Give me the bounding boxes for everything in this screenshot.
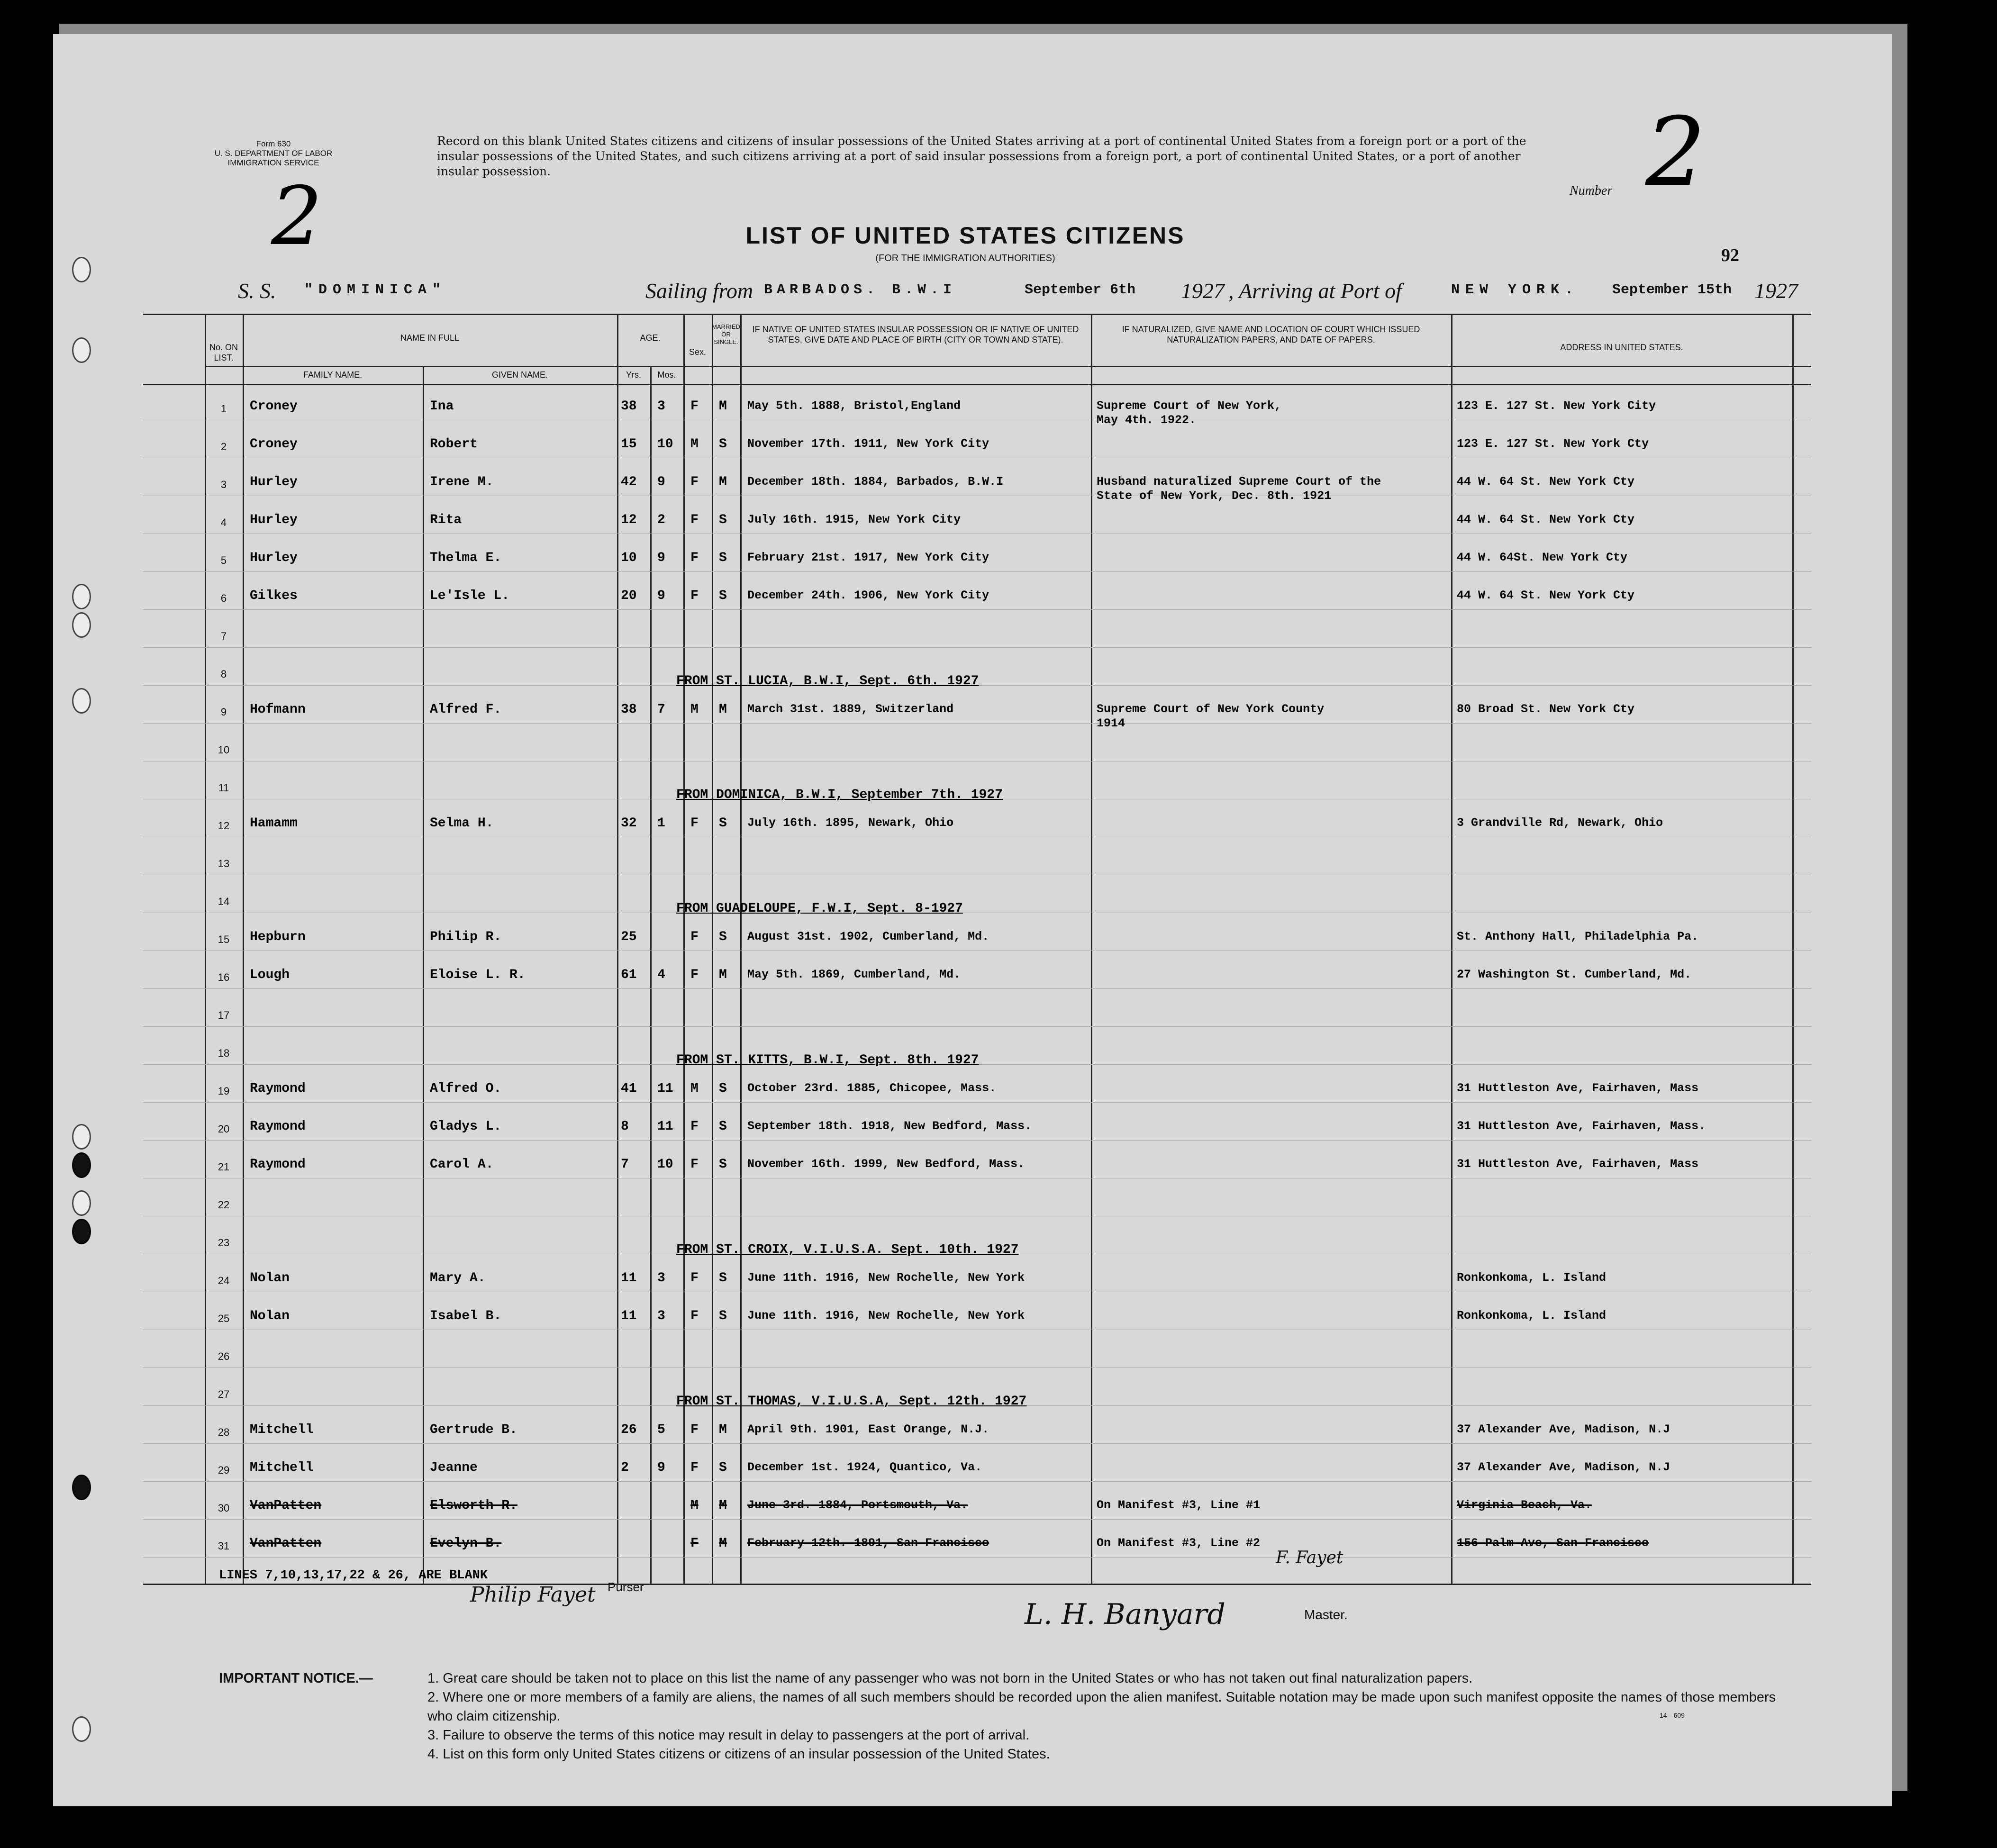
row-number: 16 <box>218 971 230 983</box>
family-name-cell: Gilkes <box>250 589 298 603</box>
address-cell: 44 W. 64 St. New York Cty <box>1457 513 1635 526</box>
row-rule <box>143 1102 1811 1103</box>
age-months-cell: 7 <box>657 702 665 717</box>
sex-cell: M <box>690 1081 699 1096</box>
birth-cell: December 1st. 1924, Quantico, Va. <box>747 1460 982 1474</box>
age-months-cell: 11 <box>657 1119 673 1134</box>
age-months-cell: 3 <box>657 1271 665 1286</box>
family-name-cell: VanPatten <box>250 1536 322 1551</box>
address-cell: 37 Alexander Ave, Madison, N.J <box>1457 1422 1670 1436</box>
naturalization-cell: Supreme Court of New York, <box>1097 399 1282 413</box>
age-years-cell: 41 <box>621 1081 637 1096</box>
header-birth: IF NATIVE OF UNITED STATES INSULAR POSSESSION OR IF NATIVE OF UNITED STATES, GIVE DATE AND PLACE OF BIRTH (CITY OR TOWN AND STATE). <box>752 325 1079 344</box>
given-name-cell: Rita <box>430 513 462 527</box>
family-name-cell: Hurley <box>250 475 298 489</box>
column-rule <box>243 314 244 1584</box>
age-months-cell: 9 <box>657 1460 665 1475</box>
address-cell: 27 Washington St. Cumberland, Md. <box>1457 968 1692 981</box>
birth-cell: June 11th. 1916, New Rochelle, New York <box>747 1309 1025 1323</box>
sex-cell: F <box>690 930 699 944</box>
row-rule <box>143 647 1811 648</box>
sex-cell: F <box>690 1309 699 1323</box>
marital-status-cell: S <box>719 1119 727 1134</box>
row-rule <box>143 609 1811 610</box>
age-years-cell: 15 <box>621 437 637 452</box>
row-number: 28 <box>218 1426 230 1438</box>
sex-cell: F <box>690 1536 699 1551</box>
binder-holes <box>72 34 110 1806</box>
family-name-cell: Hurley <box>250 551 298 565</box>
header-no: No. ON LIST. <box>209 343 238 362</box>
table-rule <box>143 384 1811 385</box>
address-cell: 37 Alexander Ave, Madison, N.J <box>1457 1460 1670 1474</box>
column-rule <box>1792 314 1794 1584</box>
age-months-cell: 11 <box>657 1081 673 1096</box>
row-number: 1 <box>220 403 227 415</box>
page-subtitle: (FOR THE IMMIGRATION AUTHORITIES) <box>875 253 1055 263</box>
form-identifier <box>195 139 352 168</box>
address-cell: 31 Huttleston Ave, Fairhaven, Mass. <box>1457 1119 1706 1133</box>
header-address: ADDRESS IN UNITED STATES. <box>1560 343 1683 352</box>
address-cell: Virginia Beach, Va. <box>1457 1498 1592 1512</box>
sex-cell: F <box>690 551 699 565</box>
family-name-cell: Hurley <box>250 513 298 527</box>
page-title: LIST OF UNITED STATES CITIZENS <box>745 222 1185 249</box>
header-years: Yrs. <box>626 370 641 380</box>
row-number: 24 <box>218 1275 230 1286</box>
sex-cell: F <box>690 513 699 527</box>
birth-cell: March 31st. 1889, Switzerland <box>747 702 954 716</box>
row-number: 6 <box>220 592 227 604</box>
arriving-label: , Arriving at Port of <box>1228 279 1402 303</box>
birth-cell: August 31st. 1902, Cumberland, Md. <box>747 930 989 943</box>
given-name-cell: Jeanne <box>430 1460 478 1475</box>
row-number: 8 <box>220 668 227 680</box>
family-name-cell: Hamamm <box>250 816 298 831</box>
binder-hole <box>72 257 91 282</box>
header-sex: Sex. <box>689 347 707 357</box>
age-years-cell: 38 <box>621 399 637 414</box>
age-years-cell: 25 <box>621 930 637 944</box>
column-rule <box>617 314 618 1584</box>
sex-cell: F <box>690 1460 699 1475</box>
given-name-cell: Gladys L. <box>430 1119 502 1134</box>
age-years-cell: 10 <box>621 551 637 565</box>
family-name-cell: Croney <box>250 399 298 414</box>
naturalization-cell: Husband naturalized Supreme Court of the <box>1097 475 1381 489</box>
birth-cell: November 17th. 1911, New York City <box>747 437 989 451</box>
family-name-cell: Mitchell <box>250 1460 314 1475</box>
birth-cell: December 18th. 1884, Barbados, B.W.I <box>747 475 1004 489</box>
header-name-in-full: NAME IN FULL <box>400 333 460 343</box>
address-cell: Ronkonkoma, L. Island <box>1457 1271 1607 1285</box>
column-rule <box>423 366 424 1584</box>
marital-status-cell: S <box>719 1081 727 1096</box>
port-to: NEW YORK. <box>1451 282 1579 298</box>
family-name-cell: Raymond <box>250 1119 306 1134</box>
sex-cell: F <box>690 475 699 489</box>
row-number: 3 <box>220 479 227 490</box>
row-rule <box>143 1026 1811 1027</box>
marital-status-cell: S <box>719 437 727 452</box>
port-from: BARBADOS. B.W.I <box>764 282 956 298</box>
port-section-heading: FROM ST. THOMAS, V.I.U.S.A, Sept. 12th. 1927 <box>676 1394 1027 1409</box>
citizens-table <box>143 314 1811 1584</box>
birth-cell: September 18th. 1918, New Bedford, Mass. <box>747 1119 1032 1133</box>
age-years-cell: 32 <box>621 816 637 831</box>
birth-cell: June 11th. 1916, New Rochelle, New York <box>747 1271 1025 1285</box>
marital-status-cell: S <box>719 551 727 565</box>
age-months-cell: 10 <box>657 1157 673 1172</box>
binder-hole <box>72 612 91 638</box>
row-number: 18 <box>218 1047 230 1059</box>
birth-cell: May 5th. 1869, Cumberland, Md. <box>747 968 961 981</box>
birth-cell: November 16th. 1999, New Bedford, Mass. <box>747 1157 1025 1171</box>
row-number: 31 <box>218 1540 230 1552</box>
naturalization-cell: Supreme Court of New York County <box>1097 702 1325 716</box>
row-number: 23 <box>218 1237 230 1249</box>
family-name-cell: Raymond <box>250 1157 306 1172</box>
birth-cell: December 24th. 1906, New York City <box>747 589 989 602</box>
purser-signature: Philip Fayet <box>470 1583 596 1607</box>
marital-status-cell: S <box>719 589 727 603</box>
age-years-cell: 7 <box>621 1157 629 1172</box>
row-number: 7 <box>220 630 227 642</box>
marital-status-cell: M <box>719 1422 727 1437</box>
marital-status-cell: M <box>719 702 727 717</box>
row-number: 21 <box>218 1161 230 1173</box>
table-rule <box>143 1584 1811 1585</box>
given-name-cell: Gertrude B. <box>430 1422 517 1437</box>
family-name-cell: Hofmann <box>250 702 306 717</box>
marital-status-cell: S <box>719 1460 727 1475</box>
address-cell: 31 Huttleston Ave, Fairhaven, Mass <box>1457 1081 1699 1095</box>
row-number: 27 <box>218 1388 230 1400</box>
column-rule <box>712 314 713 1584</box>
age-years-cell: 11 <box>621 1309 637 1323</box>
naturalization-cell-line2: State of New York, Dec. 8th. 1921 <box>1097 489 1332 503</box>
port-section-heading: FROM ST. KITTS, B.W.I, Sept. 8th. 1927 <box>676 1053 979 1068</box>
age-years-cell: 2 <box>621 1460 629 1475</box>
binder-hole <box>72 1219 91 1244</box>
row-number: 20 <box>218 1123 230 1135</box>
row-number: 12 <box>218 820 230 832</box>
row-number: 30 <box>218 1502 230 1514</box>
row-number: 26 <box>218 1350 230 1362</box>
port-section-heading: FROM ST. CROIX, V.I.U.S.A. Sept. 10th. 1927 <box>676 1242 1019 1257</box>
family-name-cell: Raymond <box>250 1081 306 1096</box>
table-rule <box>143 314 1811 315</box>
row-rule <box>143 723 1811 724</box>
given-name-cell: Alfred F. <box>430 702 502 717</box>
row-rule <box>143 1519 1811 1520</box>
age-months-cell: 4 <box>657 968 665 982</box>
age-months-cell: 9 <box>657 551 665 565</box>
sailing-label: Sailing from <box>645 279 753 303</box>
marital-status-cell: M <box>719 399 727 414</box>
given-name-cell: Selma H. <box>430 816 494 831</box>
birth-cell: April 9th. 1901, East Orange, N.J. <box>747 1422 989 1436</box>
address-cell: 156 Palm Ave, San Francisco <box>1457 1536 1649 1550</box>
row-number: 15 <box>218 933 230 945</box>
age-months-cell: 5 <box>657 1422 665 1437</box>
row-rule <box>143 988 1811 989</box>
given-name-cell: Robert <box>430 437 478 452</box>
family-name-cell: Nolan <box>250 1271 290 1286</box>
column-rule <box>1091 314 1092 1584</box>
row-number: 2 <box>220 441 227 453</box>
sex-cell: F <box>690 1157 699 1172</box>
row-rule <box>143 1481 1811 1482</box>
master-signature: L. H. Banyard <box>1025 1598 1225 1631</box>
birth-cell: July 16th. 1915, New York City <box>747 513 961 526</box>
address-cell: 44 W. 64 St. New York Cty <box>1457 475 1635 489</box>
age-months-cell: 1 <box>657 816 665 831</box>
blank-lines-note: LINES 7,10,13,17,22 & 26, ARE BLANK <box>219 1568 488 1583</box>
age-years-cell: 20 <box>621 589 637 603</box>
age-months-cell: 2 <box>657 513 665 527</box>
manifest-page <box>53 34 1892 1806</box>
row-rule <box>143 1557 1811 1558</box>
given-name-cell: Le'Isle L. <box>430 589 510 603</box>
family-name-cell: Nolan <box>250 1309 290 1323</box>
purser-label: Purser <box>608 1580 644 1594</box>
ss-label: S. S. <box>238 279 276 303</box>
age-years-cell: 8 <box>621 1119 629 1134</box>
address-cell: 80 Broad St. New York Cty <box>1457 702 1635 716</box>
age-months-cell: 9 <box>657 475 665 489</box>
row-number: 17 <box>218 1009 230 1021</box>
age-years-cell: 26 <box>621 1422 637 1437</box>
family-name-cell: VanPatten <box>250 1498 322 1513</box>
row-number: 19 <box>218 1085 230 1097</box>
row-number: 9 <box>220 706 227 718</box>
given-name-cell: Elsworth R. <box>430 1498 517 1513</box>
inspector-mark: F. Fayet <box>1276 1548 1343 1567</box>
address-cell: 123 E. 127 St. New York Cty <box>1457 437 1649 451</box>
header-age: AGE. <box>640 333 661 343</box>
given-name-cell: Carol A. <box>430 1157 494 1172</box>
binder-hole <box>72 337 91 363</box>
address-cell: 44 W. 64 St. New York Cty <box>1457 589 1635 602</box>
sex-cell: F <box>690 1271 699 1286</box>
given-name-cell: Evelyn B. <box>430 1536 502 1551</box>
column-rule <box>683 314 685 1584</box>
birth-cell: May 5th. 1888, Bristol,England <box>747 399 961 413</box>
birth-cell: July 16th. 1895, Newark, Ohio <box>747 816 954 830</box>
family-name-cell: Hepburn <box>250 930 306 944</box>
address-cell: 3 Grandville Rd, Newark, Ohio <box>1457 816 1663 830</box>
sex-cell: F <box>690 968 699 982</box>
binder-hole <box>72 1152 91 1178</box>
marital-status-cell: S <box>719 930 727 944</box>
marital-status-cell: S <box>719 1271 727 1286</box>
table-rule <box>205 366 1811 367</box>
given-name-cell: Ina <box>430 399 454 414</box>
service-name: IMMIGRATION SERVICE <box>227 158 319 167</box>
row-number: 25 <box>218 1313 230 1324</box>
header-given-name: GIVEN NAME. <box>491 370 548 380</box>
address-cell: St. Anthony Hall, Philadelphia Pa. <box>1457 930 1699 943</box>
age-months-cell: 9 <box>657 589 665 603</box>
row-number: 5 <box>220 554 227 566</box>
given-name-cell: Mary A. <box>430 1271 486 1286</box>
marital-status-cell: S <box>719 1157 727 1172</box>
marital-status-cell: S <box>719 513 727 527</box>
address-cell: Ronkonkoma, L. Island <box>1457 1309 1607 1323</box>
sex-cell: F <box>690 1119 699 1134</box>
binder-hole <box>72 1475 91 1500</box>
column-rule <box>650 366 652 1584</box>
notice-item: 3. Failure to observe the terms of this notice may result in delay to passengers at the port of arrival. <box>427 1728 1030 1743</box>
notice-item: 1. Great care should be taken not to place on this list the name of any passenger who was not born in the United States or who has not taken out final naturalization papers. <box>427 1671 1473 1686</box>
header-months: Mos. <box>657 370 676 380</box>
row-number: 29 <box>218 1464 230 1476</box>
birth-cell: February 21st. 1917, New York City <box>747 551 989 564</box>
row-number: 10 <box>218 744 230 756</box>
top-instruction: Record on this blank United States citizens and citizens of insular possessions of the United States arriving at a port of continental United States from a foreign port or a port of the insular possessions of the United States, and such citizens arriving at a port of said insular possessions from a foreign port, a port of continental United States, or a port of another insular possession. <box>437 134 1526 178</box>
binder-hole <box>72 1716 91 1742</box>
binder-hole <box>72 1190 91 1216</box>
naturalization-cell-line2: May 4th. 1922. <box>1097 413 1197 427</box>
row-rule <box>143 571 1811 572</box>
family-name-cell: Croney <box>250 437 298 452</box>
column-rule <box>740 314 742 1584</box>
family-name-cell: Lough <box>250 968 290 982</box>
master-label: Master. <box>1304 1607 1348 1622</box>
ship-name: "DOMINICA" <box>304 282 447 298</box>
year-to: 1927 <box>1754 279 1798 303</box>
age-years-cell: 11 <box>621 1271 637 1286</box>
address-cell: 44 W. 64St. New York Cty <box>1457 551 1628 564</box>
age-years-cell: 61 <box>621 968 637 982</box>
address-cell: 31 Huttleston Ave, Fairhaven, Mass <box>1457 1157 1699 1171</box>
marital-status-cell: M <box>719 1498 727 1513</box>
birth-cell: February 12th. 1891, San Francisco <box>747 1536 989 1550</box>
age-years-cell: 42 <box>621 475 637 489</box>
birth-cell: October 23rd. 1885, Chicopee, Mass. <box>747 1081 997 1095</box>
port-section-heading: FROM ST. LUCIA, B.W.I, Sept. 6th. 1927 <box>676 674 979 688</box>
marital-status-cell: M <box>719 475 727 489</box>
form-number: Form 630 <box>256 139 291 148</box>
row-rule <box>143 1443 1811 1444</box>
given-name-cell: Eloise L. R. <box>430 968 526 982</box>
column-rule <box>1451 314 1452 1584</box>
sex-cell: M <box>690 437 699 452</box>
birth-cell: June 3rd. 1884, Portsmouth, Va. <box>747 1498 968 1512</box>
department-name: U. S. DEPARTMENT OF LABOR <box>214 149 333 158</box>
notice-lead: IMPORTANT NOTICE.— <box>219 1671 373 1686</box>
port-section-heading: FROM DOMINICA, B.W.I, September 7th. 1927 <box>676 788 1003 802</box>
date-to: September 15th <box>1612 282 1732 298</box>
given-name-cell: Philip R. <box>430 930 502 944</box>
marital-status-cell: S <box>719 1309 727 1323</box>
voyage-line <box>238 278 1849 307</box>
sex-cell: M <box>690 1498 699 1513</box>
handwritten-mark: 2 <box>271 170 323 263</box>
date-from: September 6th <box>1025 282 1136 298</box>
notice-item: 2. Where one or more members of a family are aliens, the names of all such members should be recorded upon the alien manifest. Suitable notation may be made upon such manifest opposite the names of those members who claim citizenship. <box>427 1690 1776 1724</box>
notice-item: 4. List on this form only United States citizens or citizens of an insular possession of the United States. <box>427 1747 1050 1762</box>
page-number: 92 <box>1721 245 1739 265</box>
marital-status-cell: M <box>719 968 727 982</box>
sex-cell: F <box>690 1422 699 1437</box>
header-family-name: FAMILY NAME. <box>303 370 363 380</box>
port-section-heading: FROM GUADELOUPE, F.W.I, Sept. 8-1927 <box>676 901 963 916</box>
sex-cell: M <box>690 702 699 717</box>
naturalization-cell: On Manifest #3, Line #2 <box>1097 1536 1261 1550</box>
address-cell: 123 E. 127 St. New York City <box>1457 399 1656 413</box>
binder-hole <box>72 1124 91 1150</box>
age-years-cell: 12 <box>621 513 637 527</box>
binder-hole <box>72 584 91 609</box>
sex-cell: F <box>690 589 699 603</box>
year-from: 1927 <box>1181 279 1225 303</box>
row-number: 14 <box>218 896 230 907</box>
marital-status-cell: S <box>719 816 727 831</box>
marital-status-cell: M <box>719 1536 727 1551</box>
given-name-cell: Isabel B. <box>430 1309 502 1323</box>
family-name-cell: Mitchell <box>250 1422 314 1437</box>
row-number: 4 <box>220 516 227 528</box>
sex-cell: F <box>690 816 699 831</box>
given-name-cell: Irene M. <box>430 475 494 489</box>
age-months-cell: 3 <box>657 399 665 414</box>
print-code: 14—609 <box>1660 1712 1685 1719</box>
row-number: 22 <box>218 1199 230 1211</box>
naturalization-cell: On Manifest #3, Line #1 <box>1097 1498 1261 1512</box>
number-label: Number <box>1570 183 1613 198</box>
sex-cell: F <box>690 399 699 414</box>
row-number: 13 <box>218 858 230 870</box>
header-naturalization: IF NATURALIZED, GIVE NAME AND LOCATION OF COURT WHICH ISSUED NATURALIZATION PAPERS, AND DATE OF PAPERS. <box>1122 325 1420 344</box>
given-name-cell: Alfred O. <box>430 1081 502 1096</box>
naturalization-cell-line2: 1914 <box>1097 716 1126 730</box>
number-value: 2 <box>1645 97 1706 208</box>
age-years-cell: 38 <box>621 702 637 717</box>
binder-hole <box>72 688 91 714</box>
header-married-single: MARRIED OR SINGLE. <box>712 323 740 345</box>
row-number: 11 <box>218 782 229 794</box>
row-rule <box>143 1140 1811 1141</box>
given-name-cell: Thelma E. <box>430 551 502 565</box>
age-months-cell: 3 <box>657 1309 665 1323</box>
age-months-cell: 10 <box>657 437 673 452</box>
